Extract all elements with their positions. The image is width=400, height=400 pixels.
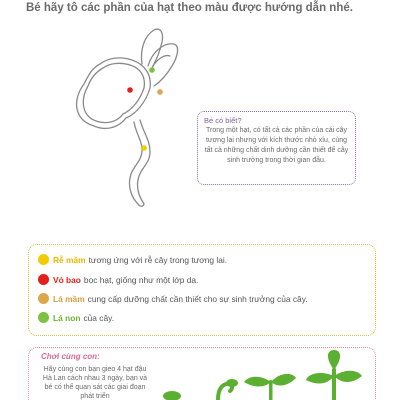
- tan-dot-icon: [38, 293, 49, 304]
- red-dot-icon: [38, 274, 49, 285]
- legend-item-young-leaf: [38, 312, 114, 323]
- young-leaf-outline-2: [148, 44, 178, 86]
- legend-name: Rễ mầm: [53, 254, 86, 265]
- legend-desc: của cây.: [83, 312, 115, 323]
- did-you-know-text: Trong một hạt, có tất cả các phần của cái cây tương lai nhưng với kích thước nhỏ xíu, cùng tất cả những chất dinh dưỡng cần thiết để cây sinh trưởng trong thời gian đầu.: [204, 127, 349, 164]
- color-legend-box: [28, 244, 376, 336]
- green-dot-icon: [38, 312, 49, 323]
- legend-desc: cung cấp dưỡng chất cần thiết cho sự sinh trưởng của cây.: [87, 293, 308, 304]
- marker-seed-coat-dot: [127, 87, 133, 93]
- legend-item-cotyledon: [38, 293, 308, 304]
- marker-cotyledon-dot: [157, 89, 163, 95]
- sprout-stage-3-icon: [244, 374, 296, 400]
- legend-name: Lá mầm: [53, 293, 85, 304]
- sprout-stage-4-icon: [306, 350, 362, 400]
- play-together-title: Chơi cùng con:: [41, 352, 100, 361]
- did-you-know-title: Bé có biết?: [204, 116, 242, 125]
- sprout-stage-1-icon: [163, 391, 181, 400]
- sprout-stage-2-icon: [218, 379, 238, 400]
- seed-coat-outline: [77, 58, 151, 129]
- yellow-dot-icon: [38, 254, 49, 265]
- sprout-stages-illustration: [160, 350, 370, 400]
- play-together-text: Hãy cùng con bạn gieo 4 hạt đậu Hà Lan cách nhau 3 ngày, bạn và bé có thể quan sát các giai đoạn phát triển: [42, 366, 148, 400]
- legend-item-radicle: [38, 254, 227, 265]
- legend-item-seed-coat: [38, 274, 198, 285]
- seed-diagram: [60, 22, 210, 208]
- marker-young-leaf-dot: [149, 67, 155, 73]
- legend-name: Lá non: [53, 312, 81, 323]
- did-you-know-box: [197, 111, 356, 185]
- radicle-outline-2: [137, 120, 150, 204]
- legend-desc: bọc hạt, giống như một lớp da.: [83, 274, 199, 285]
- legend-name: Vỏ bao: [53, 274, 81, 285]
- page-heading: Bé hãy tô các phần của hạt theo màu được hướng dẫn nhé.: [26, 2, 353, 14]
- legend-desc: tương ứng với rễ cây trong tương lai.: [88, 254, 228, 265]
- radicle-outline-1: [129, 122, 142, 204]
- marker-radicle-dot: [141, 145, 147, 151]
- seed-coat-inner: [83, 63, 144, 122]
- radicle-tip: [138, 204, 144, 206]
